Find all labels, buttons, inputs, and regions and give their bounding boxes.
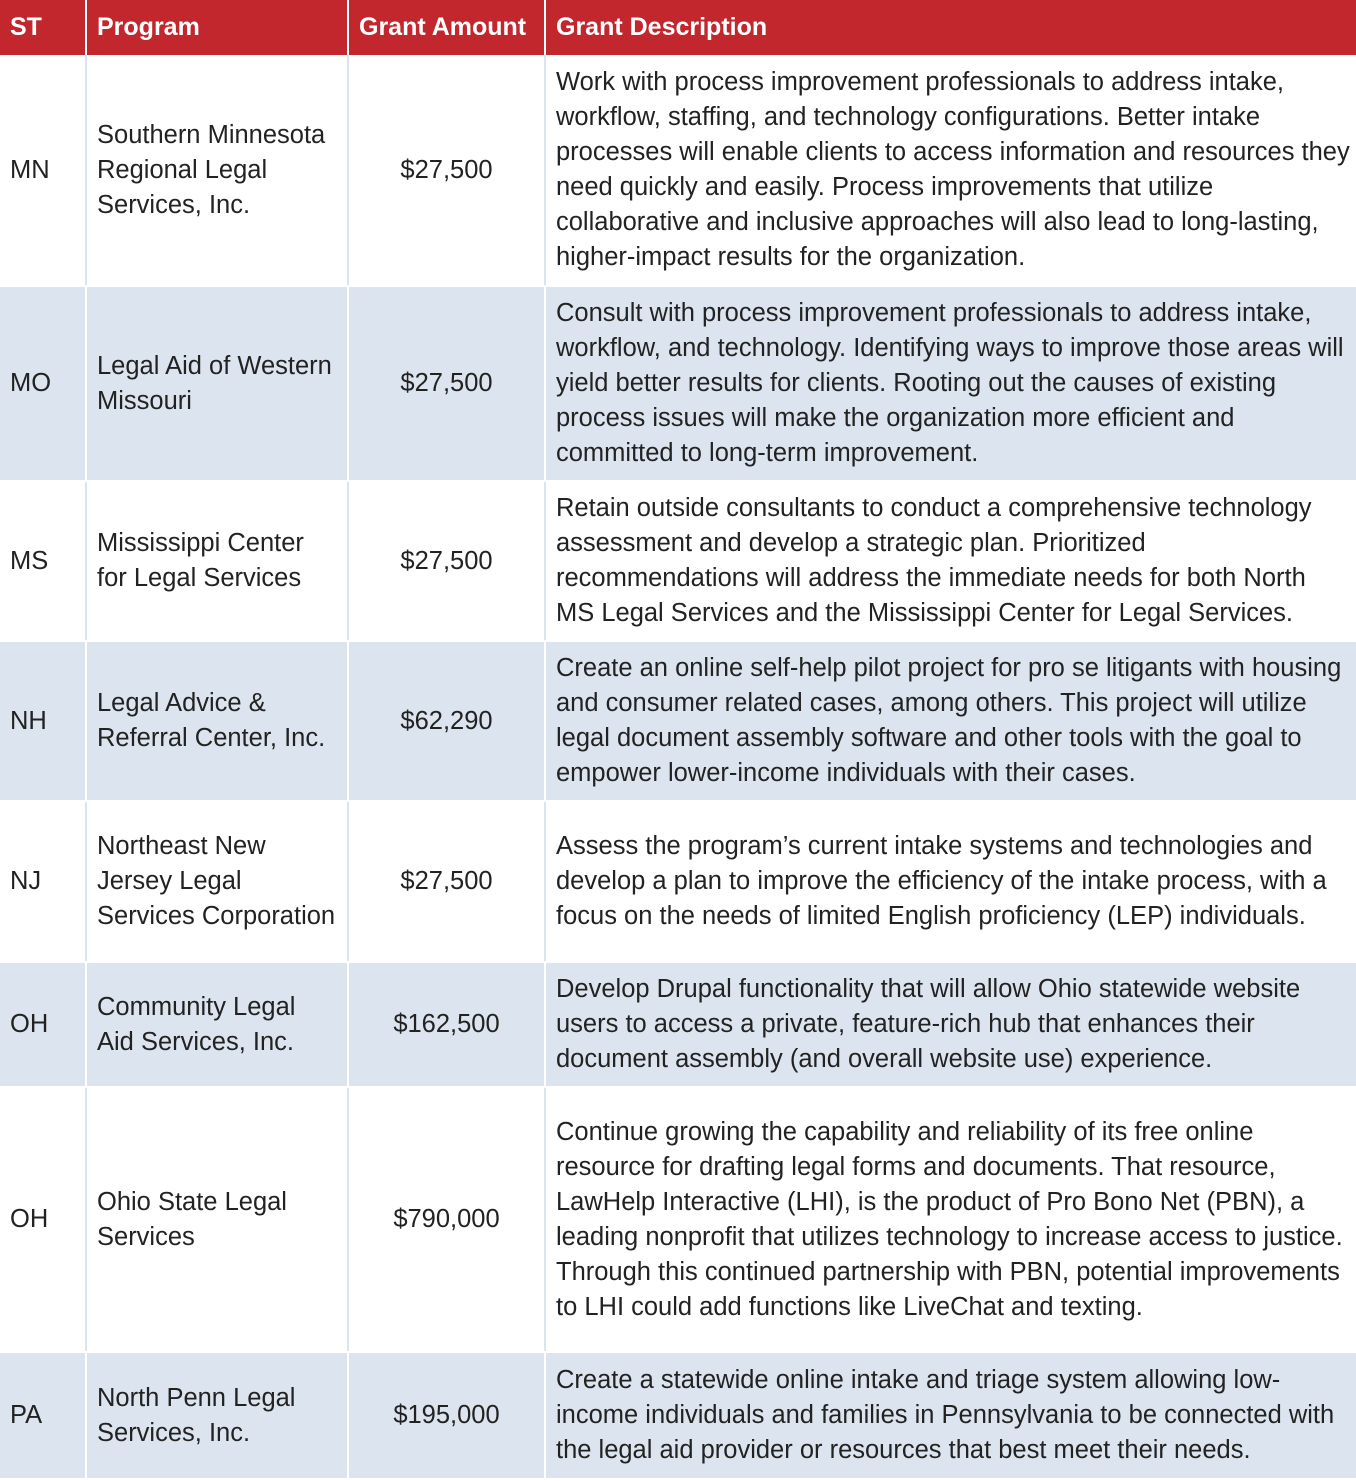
amount-cell: $27,500 [348,481,545,641]
description-cell: Create a statewide online intake and triage system allowing low-income individuals and families in Pennsylvania to be connected with the legal aid provider or resources that best meet their needs. [545,1352,1356,1479]
description-cell: Work with process improvement professionals to address intake, workflow, staffing, and technology configurations. Better intake processes will enable clients to access information and resources they need quickly and easily. Process improvements that utilize collaborative and inclusive approaches will also lead to long-lasting, higher-impact results for the organization. [545,55,1356,286]
table-row [0,286,1356,481]
description-cell: Create an online self-help pilot project for pro se litigants with housing and consumer related cases, among others. This project will utilize legal document assembly software and other tools with the goal to empower lower-income individuals with their cases. [545,641,1356,801]
amount-cell: $790,000 [348,1087,545,1352]
table-body [0,55,1356,1479]
header-grant-description: Grant Description [545,0,1356,55]
program-cell: Legal Aid of Western Missouri [86,286,348,481]
description-cell: Consult with process improvement professionals to address intake, workflow, and technology. Identifying ways to improve those areas will yield better results for clients. Rooting out the causes of existing process issues will make the organization more efficient and committed to long-term improvement. [545,286,1356,481]
header-program: Program [86,0,348,55]
state-cell: MN [0,55,86,286]
program-cell: Southern Minnesota Regional Legal Services, Inc. [86,55,348,286]
header-st: ST [0,0,86,55]
table-row [0,641,1356,801]
table-row [0,801,1356,962]
amount-cell: $62,290 [348,641,545,801]
program-cell: Community Legal Aid Services, Inc. [86,962,348,1087]
table-row [0,481,1356,641]
table-header [0,0,1356,55]
amount-cell: $27,500 [348,286,545,481]
program-cell: Northeast New Jersey Legal Services Corporation [86,801,348,962]
table-row [0,1352,1356,1479]
state-cell: NH [0,641,86,801]
table-row [0,55,1356,286]
program-cell: Legal Advice & Referral Center, Inc. [86,641,348,801]
description-cell: Assess the program’s current intake systems and technologies and develop a plan to improve the efficiency of the intake process, with a focus on the needs of limited English proficiency (LEP) individuals. [545,801,1356,962]
header-grant-amount: Grant Amount [348,0,545,55]
state-cell: MS [0,481,86,641]
table-row [0,1087,1356,1352]
description-cell: Continue growing the capability and reliability of its free online resource for drafting legal forms and documents. That resource, LawHelp Interactive (LHI), is the product of Pro Bono Net (PBN), a leading nonprofit that utilizes technology to increase access to justice. Through this continued partnership with PBN, potential improvements to LHI could add functions like LiveChat and texting. [545,1087,1356,1352]
amount-cell: $195,000 [348,1352,545,1479]
state-cell: MO [0,286,86,481]
state-cell: OH [0,1087,86,1352]
amount-cell: $162,500 [348,962,545,1087]
program-cell: Ohio State Legal Services [86,1087,348,1352]
amount-cell: $27,500 [348,801,545,962]
state-cell: OH [0,962,86,1087]
program-cell: Mississippi Center for Legal Services [86,481,348,641]
state-cell: PA [0,1352,86,1479]
description-cell: Retain outside consultants to conduct a comprehensive technology assessment and develop a strategic plan. Prioritized recommendations will address the immediate needs for both North MS Legal Services and the Mississippi Center for Legal Services. [545,481,1356,641]
program-cell: North Penn Legal Services, Inc. [86,1352,348,1479]
state-cell: NJ [0,801,86,962]
description-cell: Develop Drupal functionality that will allow Ohio statewide website users to access a private, feature-rich hub that enhances their document assembly (and overall website use) experience. [545,962,1356,1087]
amount-cell: $27,500 [348,55,545,286]
table-row [0,962,1356,1087]
header-row [0,0,1356,55]
